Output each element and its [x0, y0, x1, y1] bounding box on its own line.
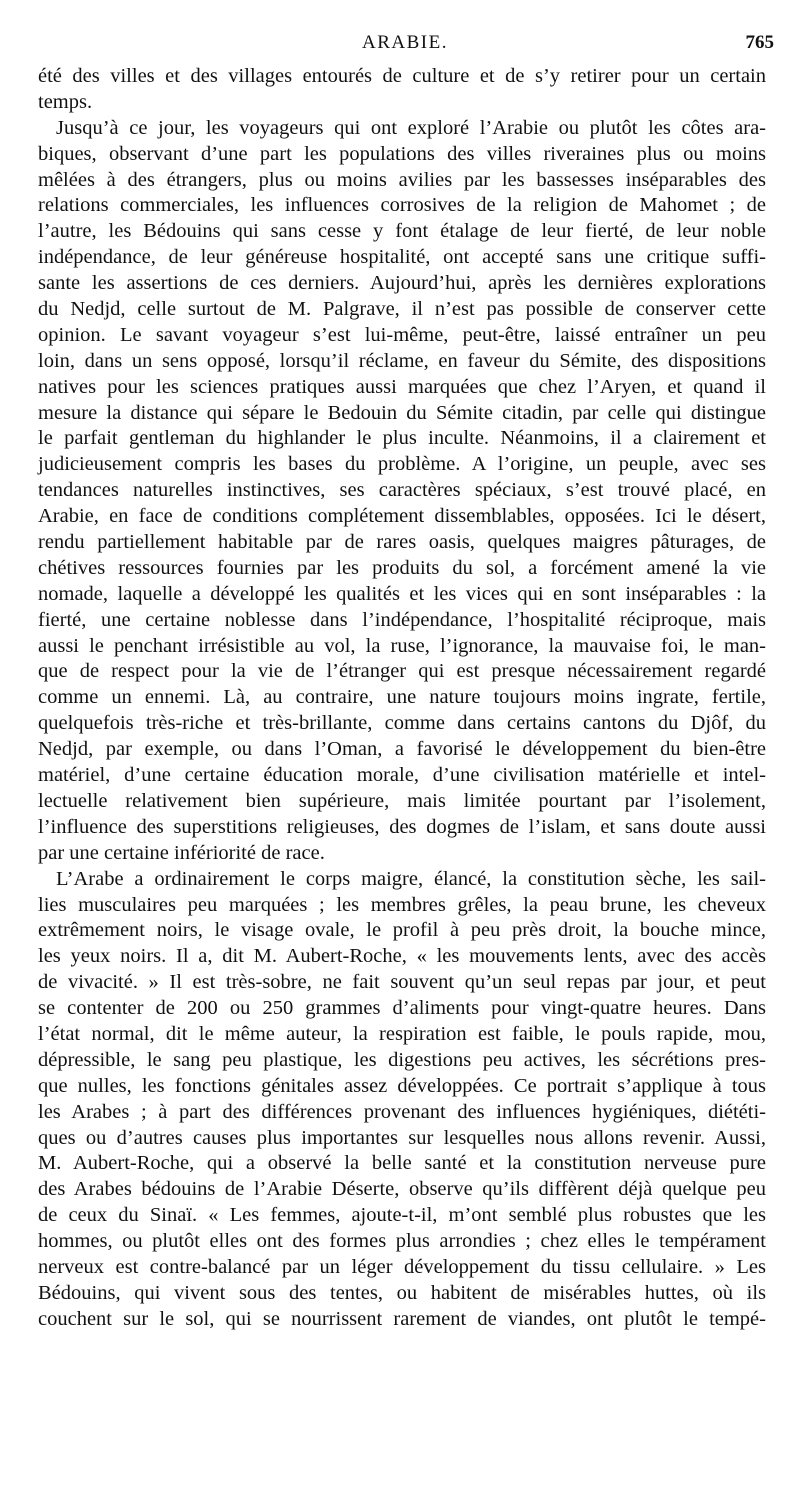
- text-line: comme un ennemi. Là, au contraire, une nature toujours moins ingrate, fertile,: [38, 686, 766, 709]
- text-line: l’autre, les Bédouins qui sans cesse y font étalage de leur fierté, de leur noble: [38, 220, 766, 243]
- text-line: mêlées à des étrangers, plus ou moins avilies par les bassesses inséparables des: [38, 168, 766, 191]
- text-line: aussi le penchant irrésistible au vol, la ruse, l’ignorance, la mauvaise foi, le man-: [38, 634, 766, 657]
- text-line: hommes, ou plutôt elles ont des formes plus arrondies ; chez elles le tempérament: [38, 1230, 766, 1253]
- text-line: natives pour les sciences pratiques aussi marquées que chez l’Aryen, et quand il: [38, 375, 766, 398]
- text-line: mesure la distance qui sépare le Bedouin du Sémite citadin, par celle qui distingue: [38, 401, 766, 424]
- text-line: quelquefois très-riche et très-brillante, comme dans certains cantons du Djôf, du: [38, 712, 766, 735]
- text-line: de ceux du Sinaï. « Les femmes, ajoute-t-il, m’ont semblé plus robustes que les: [38, 1204, 766, 1227]
- text-line: se contenter de 200 ou 250 grammes d’aliments pour vingt-quatre heures. Dans: [38, 997, 766, 1020]
- text-line: l’état normal, dit le même auteur, la respiration est faible, le pouls rapide, mou,: [38, 1022, 766, 1045]
- text-line: relations commerciales, les influences corrosives de la religion de Mahomet ; de: [38, 194, 766, 217]
- text-line: loin, dans un sens opposé, lorsqu’il réclame, en faveur du Sémite, des dispositions: [38, 349, 766, 372]
- text-line: l’influence des superstitions religieuses, des dogmes de l’islam, et sans doute aussi: [38, 815, 766, 838]
- text-line: par une certaine infériorité de race.: [38, 841, 325, 864]
- text-line: L’Arabe a ordinairement le corps maigre, élancé, la constitution sèche, les sail-: [56, 867, 766, 890]
- text-line: judicieusement compris les bases du problème. A l’origine, un peuple, avec ses: [38, 453, 766, 476]
- text-line: nerveux est contre-balancé par un léger développement du tissu cellulaire. » Les: [38, 1255, 766, 1278]
- text-line: rendu partiellement habitable par de rares oasis, quelques maigres pâturages, de: [38, 531, 766, 554]
- text-line: ques ou d’autres causes plus importantes sur lesquelles nous allons revenir. Aussi,: [38, 1126, 766, 1149]
- text-line: que nulles, les fonctions génitales assez développées. Ce portrait s’applique à tous: [38, 1074, 766, 1097]
- page-number: 765: [745, 32, 774, 53]
- text-line: des Arabes bédouins de l’Arabie Déserte, observe qu’ils diffèrent déjà quelque peu: [38, 1178, 766, 1201]
- text-line: sante les assertions de ces derniers. Aujourd’hui, après les dernières explorations: [38, 272, 766, 295]
- text-line: que de respect pour la vie de l’étranger qui est presque nécessairement regardé: [38, 660, 766, 683]
- text-line: dépressible, le sang peu plastique, les digestions peu actives, les sécrétions pres-: [38, 1048, 766, 1071]
- text-line: les Arabes ; à part des différences provenant des influences hygiéniques, diététi-: [38, 1100, 766, 1123]
- text-line: nomade, laquelle a développé les qualités et les vices qui en sont inséparables : la: [38, 582, 766, 605]
- text-line: fierté, une certaine noblesse dans l’indépendance, l’hospitalité réciproque, mais: [38, 608, 766, 631]
- text-line: Nedjd, par exemple, ou dans l’Oman, a favorisé le développement du bien-être: [38, 738, 766, 761]
- body-text: [38, 64, 766, 1333]
- text-line: lies musculaires peu marquées ; les membres grêles, la peau brune, les cheveux: [38, 893, 766, 916]
- text-line: Bédouins, qui vivent sous des tentes, ou habitent de misérables huttes, où ils: [38, 1281, 766, 1304]
- text-line: le parfait gentleman du highlander le plus inculte. Néanmoins, il a clairement et: [38, 427, 766, 450]
- text-line: les yeux noirs. Il a, dit M. Aubert-Roche, « les mouvements lents, avec des accès: [38, 945, 766, 968]
- text-line: matériel, d’une certaine éducation morale, d’une civilisation matérielle et intel-: [38, 764, 766, 787]
- text-line: chétives ressources fournies par les produits du sol, a forcément amené la vie: [38, 556, 766, 579]
- text-line: du Nedjd, celle surtout de M. Palgrave, il n’est pas possible de conserver cette: [38, 298, 766, 321]
- text-line: couchent sur le sol, qui se nourrissent rarement de viandes, ont plutôt le tempé-: [38, 1307, 766, 1330]
- text-line: biques, observant d’une part les populations des villes riveraines plus ou moins: [38, 142, 766, 165]
- text-line: M. Aubert-Roche, qui a observé la belle santé et la constitution nerveuse pure: [38, 1152, 766, 1175]
- text-line: opinion. Le savant voyageur s’est lui-même, peut-être, laissé entraîner un peu: [38, 323, 766, 346]
- text-line: Arabie, en face de conditions complétement dissemblables, opposées. Ici le désert,: [38, 505, 766, 528]
- running-head: [36, 32, 774, 56]
- text-line: de vivacité. » Il est très-sobre, ne fait souvent qu’un seul repas par jour, et peut: [38, 971, 766, 994]
- text-line: indépendance, de leur généreuse hospitalité, ont accepté sans une critique suffi-: [38, 246, 766, 269]
- running-title: ARABIE.: [362, 32, 448, 53]
- text-line: été des villes et des villages entourés de culture et de s’y retirer pour un certain: [38, 65, 766, 87]
- text-line: extrêmement noirs, le visage ovale, le profil à peu près droit, la bouche mince,: [38, 919, 766, 942]
- text-line: tendances naturelles instinctives, ses caractères spéciaux, s’est trouvé placé, en: [38, 479, 766, 502]
- text-line: Jusqu’à ce jour, les voyageurs qui ont exploré l’Arabie ou plutôt les côtes ara-: [56, 116, 766, 139]
- text-line: temps.: [38, 90, 93, 113]
- text-line: lectuelle relativement bien supérieure, mais limitée pourtant par l’isolement,: [38, 789, 766, 812]
